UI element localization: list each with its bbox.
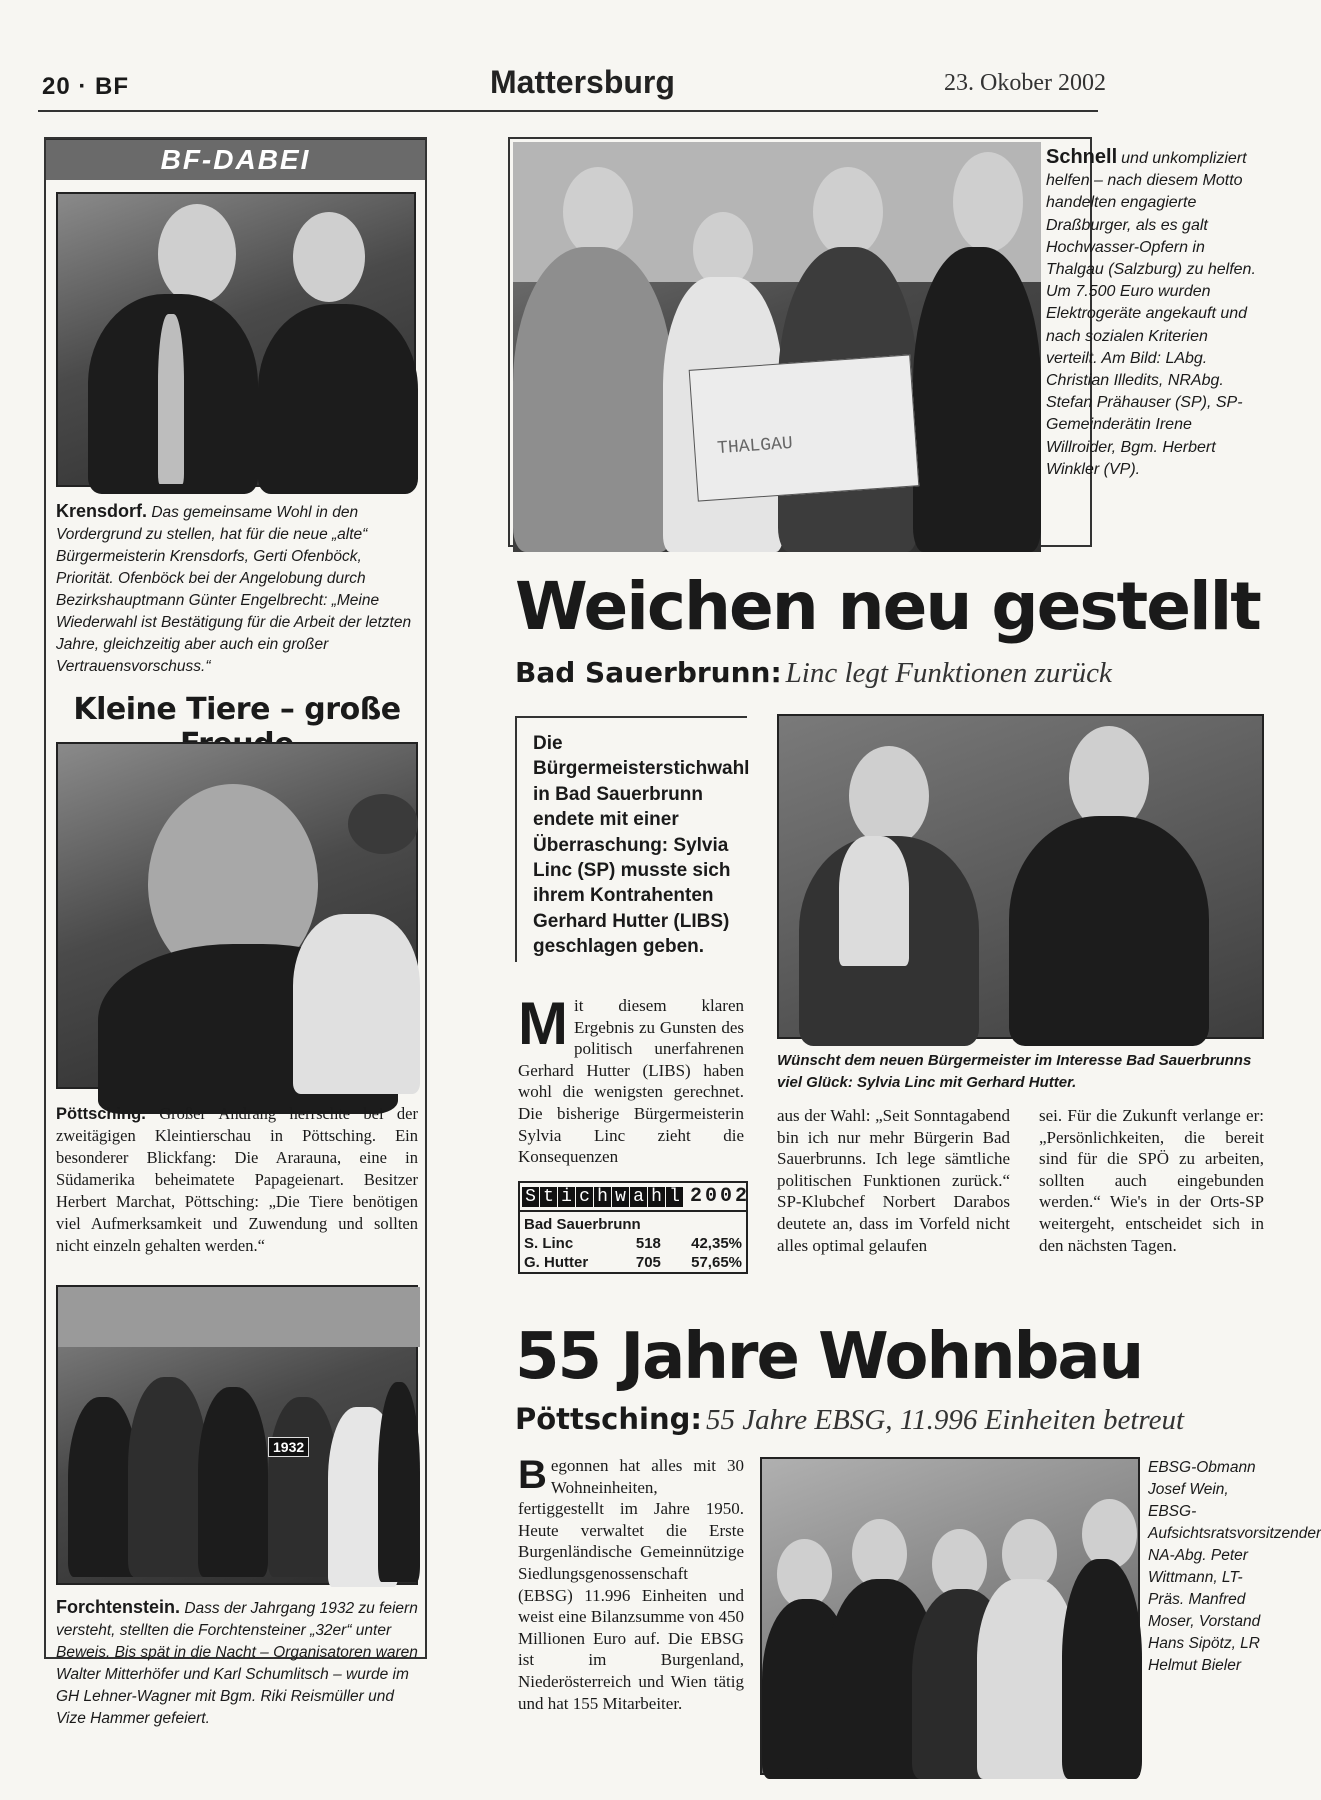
linc-hutter-photo [777, 714, 1264, 1039]
krensdorf-photo [56, 192, 416, 487]
candidate-name: G. Hutter [524, 1254, 589, 1271]
stichwahl-place: Bad Sauerbrunn [524, 1216, 641, 1233]
stichwahl-letter: S [522, 1187, 539, 1207]
linc-hutter-caption: Wünscht dem neuen Bürgermeister im Interesse Bad Sauerbrunns viel Glück: Sylvia Linc mit Gerhard Hutter. [777, 1052, 1252, 1091]
year-sign: 1932 [268, 1437, 309, 1457]
cheque-text: THALGAU [716, 433, 794, 460]
tiere-caption [56, 1103, 418, 1257]
stichwahl-label [520, 1183, 751, 1212]
weichen-dropcap: M [518, 990, 568, 1057]
dabei-banner-text: BF-DABEI [160, 144, 311, 175]
krensdorf-caption [56, 500, 418, 678]
forchtenstein-caption [56, 1596, 418, 1730]
weichen-col2: aus der Wahl: „Seit Sonntagabend bin ich nur mehr Bürgerin Bad Sauerbrunns. Ich lege sämtliche politischen Funktionen zurück.“ SP-Klubchef Norbert Darabos deutete an, dass im Vorfeld nicht alles optimal gelaufen [777, 1106, 1010, 1255]
cheque [689, 354, 920, 501]
weichen-subhead: Linc legt Funktionen zurück [785, 657, 1112, 689]
wohnbau-subhead: 55 Jahre EBSG, 11.996 Einheiten betreut [705, 1404, 1185, 1436]
stichwahl-table [520, 1212, 746, 1272]
wohnbau-dropcap: B [518, 1453, 547, 1497]
tiere-headline: Kleine Tiere – große [73, 692, 401, 727]
thalgau-photo [513, 142, 1041, 552]
section-title: Mattersburg [490, 64, 675, 100]
weichen-kicker: Bad Sauerbrunn: [515, 656, 782, 689]
stichwahl-year: 2002 [690, 1185, 751, 1208]
header-rule [38, 110, 1098, 112]
forchtenstein-photo [56, 1285, 418, 1585]
wohnbau-caption: EBSG-Obmann Josef Wein, EBSG-Aufsichtsratsvorsitzender NA-Abg. Peter Wittmann, LT-Präs. Manfred Moser, Vorstand Hans Sipötz, LR Helmut Bieler [1148, 1459, 1321, 1674]
wohnbau-photo [760, 1457, 1140, 1775]
candidate-votes: 518 [635, 1235, 661, 1252]
page-number: 20 · BF [42, 73, 130, 100]
wohnbau-text: egonnen hat alles mit 30 Wohneinheiten, fertiggestellt im Jahre 1950. Heute verwaltet die Erste Burgenländische Gemeinnützige Siedlungsgenossenschaft (EBSG) 11.996 Einheiten und weist eine Bilanzsumme von 450 Millionen Euro auf. Die EBSG ist im Burgenland, Niederösterreich und Wien tätig und hat 155 Mitarbeiter. [518, 1456, 744, 1713]
candidate-pct: 42,35% [691, 1235, 742, 1252]
thalgau-caption-text [1046, 146, 1258, 481]
candidate-name: S. Linc [524, 1235, 574, 1252]
forchtenstein-text: Dass der Jahrgang 1932 zu feiern versteht, stellten die Forchtensteiner „32er“ unter Beweis. Bis spät in die Nacht – Organisatoren waren Walter Mitterhöfer und Karl Schumlitsch – wurde im GH Lehner-Wagner mit Bgm. Riki Reismüller und Vize Hammer gefeiert. [56, 1600, 418, 1727]
weichen-col1 [518, 990, 744, 1168]
stichwahl-letter: w [612, 1187, 629, 1207]
stichwahl-letter: a [630, 1187, 647, 1207]
wohnbau-subhead-line [515, 1402, 1184, 1437]
wohnbau-headline: 55 Jahre Wohnbau [515, 1320, 1143, 1394]
weichen-col1-text: it diesem klaren Ergebnis zu Gunsten des politisch unerfahrenen Gerhard Hutter (LIBS) haben wohl die wenigsten gerechnet. Die bisherige Bürgermeisterin Sylvia Linc zieht die Konsequenzen [518, 996, 744, 1167]
thalgau-text: und unkompliziert helfen – nach diesem Motto handelten engagierte Draßburger, als es galt Hochwasser-Opfern in Thalgau (Salzburg) zu helfen. Um 7.500 Euro wurden Elektrogeräte angekauft und nach sozialen Kriterien verteilt. Am Bild: LAbg. Christian Illedits, NRAbg. Stefan Prähauser (SP), SP-Gemeinderätin Irene Willroider, Bgm. Herbert Winkler (VP). [1046, 150, 1256, 478]
forchtenstein-place: Forchtenstein. [56, 1597, 181, 1617]
tiere-text: Großer Andrang herrschte bei der zweitägigen Kleintierschau in Pöttsching. Ein besonderer Blickfang: Die Ararauna, eine in Südamerika beheimatete Papageienart. Besitzer Herbert Marchat, Pöttsching: „Die Tiere benötigen viel Aufmerksamkeit und Zuwendung und sollten nicht einzeln gehalten werden.“ [56, 1104, 419, 1255]
issue-date: 23. Okober 2002 [944, 70, 1106, 96]
candidate-pct: 57,65% [691, 1254, 742, 1271]
wohnbau-kicker: Pöttsching: [515, 1402, 702, 1436]
stichwahl-letter: l [666, 1187, 683, 1207]
stichwahl-letter: c [576, 1187, 593, 1207]
stichwahl-box [518, 1181, 751, 1274]
stichwahl-letter: i [558, 1187, 575, 1207]
stichwahl-letter: h [648, 1187, 665, 1207]
tiere-photo [56, 742, 418, 1089]
stichwahl-letter: h [594, 1187, 611, 1207]
stichwahl-letter: t [540, 1187, 557, 1207]
tiere-place: Pöttsching. [56, 1105, 146, 1123]
table-row [520, 1234, 746, 1253]
krensdorf-text: Das gemeinsame Wohl in den Vordergrund zu stellen, hat für die neue „alte“ Bürgermeisterin Krensdorfs, Gerti Ofenböck, Priorität. Ofenböck bei der Angelobung durch Bezirkshauptmann Günter Engelbrecht: „Meine Wiederwahl ist Bestätigung für die Arbeit der letzten Jahre, gleichzeitig aber auch ein großer Vertrauensvorschuss.“ [56, 504, 412, 675]
candidate-votes: 705 [635, 1254, 661, 1271]
table-row [520, 1253, 746, 1272]
thalgau-lead: Schnell [1046, 146, 1118, 168]
krensdorf-place: Krensdorf. [56, 501, 148, 521]
wohnbau-article [518, 1455, 744, 1714]
weichen-subhead-line [515, 656, 1112, 690]
weichen-headline: Weichen neu gestellt [515, 568, 1260, 645]
weichen-teaser: Die Bürgermeisterstichwahl in Bad Sauerbrunn endete mit einer Überraschung: Sylvia Linc (SP) musste sich ihrem Kontrahenten Gerhard Hutter (LIBS) geschlagen geben. [533, 733, 750, 958]
weichen-col3: sei. Für die Zukunft verlange er: „Persönlichkeiten, die bereit sind für die SPÖ zu arbeiten, sollten auch eingebunden werden.“ Wie's in der Orts-SP weitergeht, entscheidet sich in den nächsten Tagen. [1039, 1106, 1264, 1255]
